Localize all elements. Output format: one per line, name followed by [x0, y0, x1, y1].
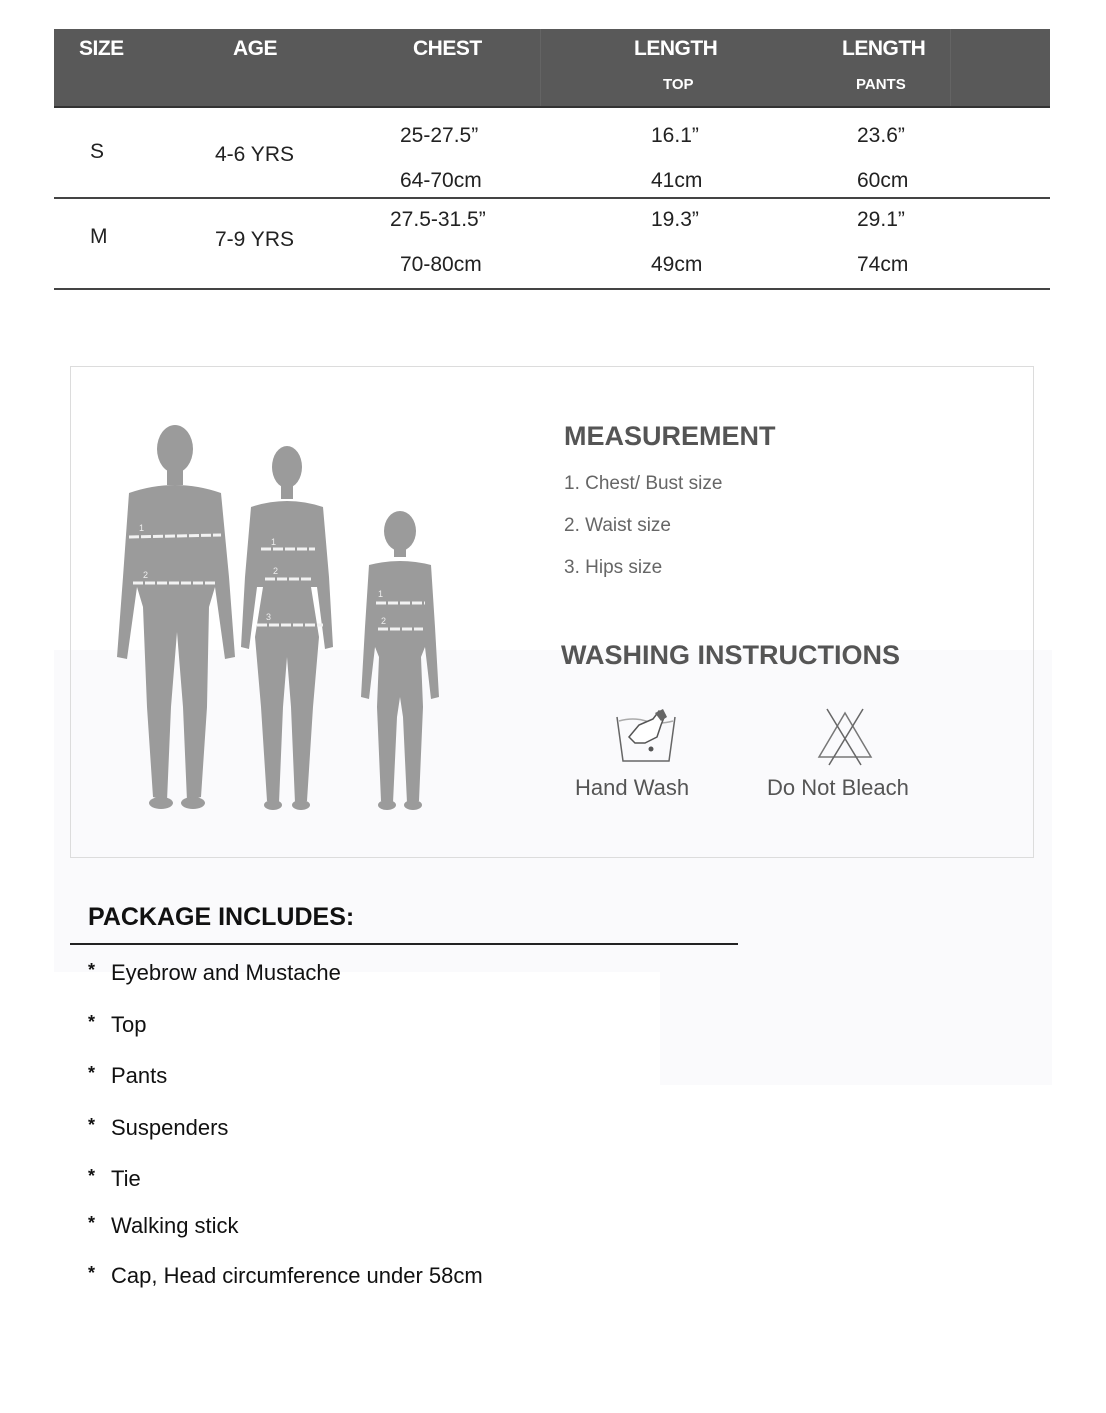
- package-item-label: Walking stick: [111, 1213, 239, 1238]
- measurement-title: MEASUREMENT: [564, 421, 776, 451]
- header-length-pants: LENGTH: [842, 37, 926, 60]
- figure-label: 2: [143, 570, 149, 580]
- package-item: [88, 960, 341, 986]
- cell-chest-in: 25-27.5”: [400, 124, 479, 147]
- cell-chest-cm: 70-80cm: [400, 253, 482, 276]
- package-item-label: Eyebrow and Mustache: [111, 960, 341, 985]
- measurement-item: 1. Chest/ Bust size: [564, 473, 723, 494]
- figure-label: 2: [381, 616, 387, 626]
- package-item: [88, 1263, 483, 1289]
- bullet-icon: *: [88, 1063, 96, 1083]
- package-item-label: Cap, Head circumference under 58cm: [111, 1263, 483, 1288]
- figure-label: 1: [378, 589, 384, 599]
- cell-pants-in: 23.6”: [857, 124, 905, 147]
- cell-age: 7-9 YRS: [215, 228, 294, 251]
- woman-figure-icon: [241, 446, 333, 810]
- bullet-icon: *: [88, 1213, 96, 1233]
- measurement-card: [70, 366, 1034, 858]
- bullet-icon: *: [88, 1012, 96, 1032]
- bullet-icon: *: [88, 1166, 96, 1186]
- child-figure-icon: [361, 511, 439, 810]
- cell-pants-in: 29.1”: [857, 208, 905, 231]
- package-item-label: Pants: [111, 1063, 168, 1088]
- column-divider: [950, 29, 951, 106]
- package-item: [88, 1115, 228, 1141]
- man-figure-icon: [117, 425, 235, 809]
- package-item-label: Tie: [111, 1166, 141, 1191]
- table-header: [54, 29, 1050, 108]
- package-item: [88, 1012, 146, 1038]
- bullet-icon: *: [88, 960, 96, 980]
- body-figures-illustration: [89, 407, 461, 821]
- package-item-label: Top: [111, 1012, 147, 1037]
- header-length-top-sub: TOP: [663, 76, 694, 93]
- cell-top-in: 19.3”: [651, 208, 699, 231]
- cell-top-cm: 49cm: [651, 253, 703, 276]
- do-not-bleach-icon: [815, 707, 875, 769]
- cell-pants-cm: 74cm: [857, 253, 909, 276]
- table-row: [54, 108, 1050, 199]
- hand-wash-icon: [613, 707, 679, 765]
- hand-wash-label: Hand Wash: [575, 775, 690, 800]
- cell-chest-in: 27.5-31.5”: [390, 208, 486, 231]
- table-row: [54, 199, 1050, 290]
- header-length-top: LENGTH: [634, 37, 718, 60]
- header-chest: CHEST: [413, 37, 482, 60]
- package-item-label: Suspenders: [111, 1115, 229, 1140]
- package-item: [88, 1063, 167, 1089]
- figure-label: 1: [271, 537, 277, 547]
- washing-title: WASHING INSTRUCTIONS: [561, 640, 901, 670]
- header-size: SIZE: [79, 37, 124, 60]
- size-chart-table: [54, 29, 1050, 290]
- measurement-item: 2. Waist size: [564, 515, 671, 536]
- bullet-icon: *: [88, 1263, 96, 1283]
- bullet-icon: *: [88, 1115, 96, 1135]
- column-divider: [540, 29, 541, 106]
- cell-size: S: [90, 140, 105, 163]
- cell-size: M: [90, 225, 108, 248]
- package-title: PACKAGE INCLUDES:: [88, 903, 355, 931]
- measurement-item: 3. Hips size: [564, 557, 663, 578]
- cell-age: 4-6 YRS: [215, 143, 294, 166]
- figure-label: 2: [273, 566, 279, 576]
- package-item: [88, 1213, 239, 1239]
- do-not-bleach-label: Do Not Bleach: [767, 775, 909, 800]
- package-item: [88, 1166, 141, 1192]
- header-length-pants-sub: PANTS: [856, 76, 906, 93]
- cell-top-cm: 41cm: [651, 169, 703, 192]
- cell-pants-cm: 60cm: [857, 169, 909, 192]
- package-divider: [70, 943, 738, 945]
- figure-label: 1: [139, 523, 145, 533]
- cell-top-in: 16.1”: [651, 124, 699, 147]
- header-age: AGE: [233, 37, 278, 60]
- background-panel: [660, 970, 1052, 1085]
- cell-chest-cm: 64-70cm: [400, 169, 482, 192]
- figure-label: 3: [266, 612, 272, 622]
